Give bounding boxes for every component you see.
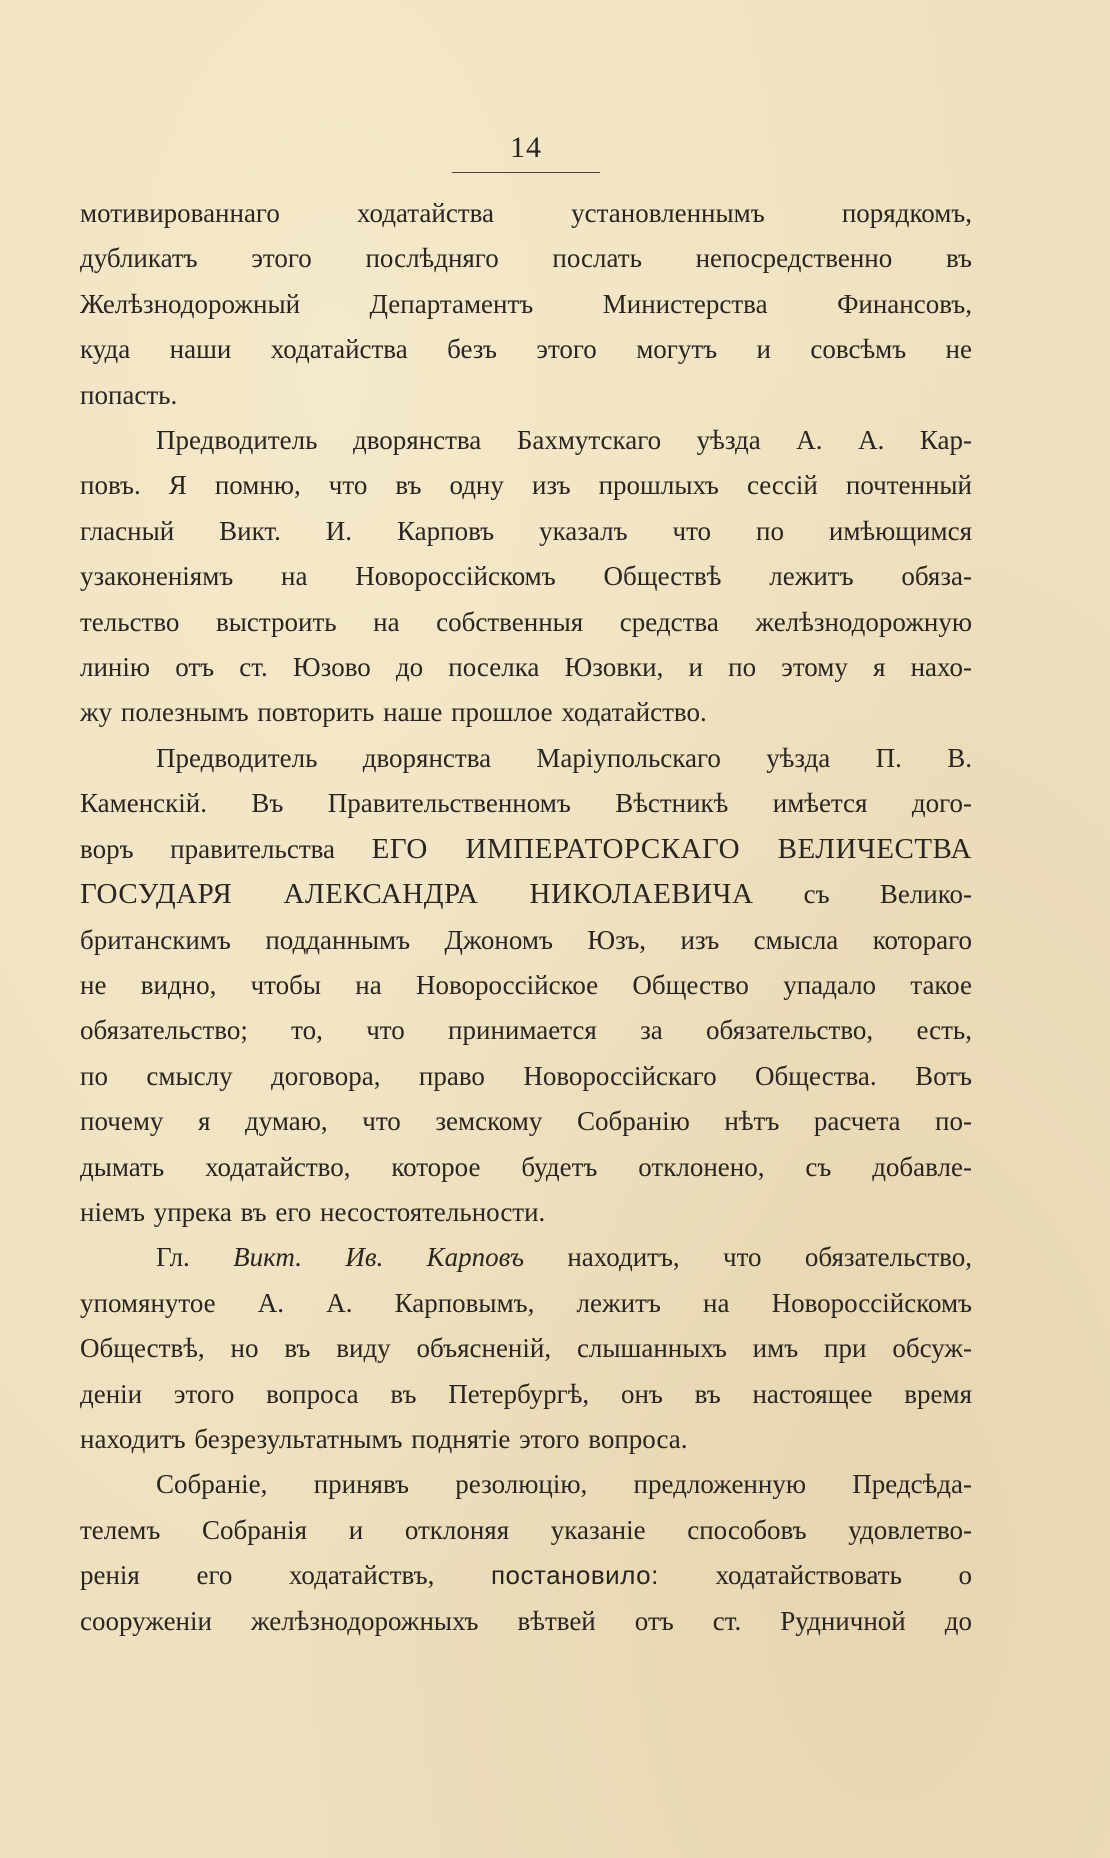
text-line: жу полезнымъ повторить наше прошлое ходатайство. [80,697,707,728]
text-fragment: Гл. [156,1242,234,1273]
text-fragment: съ Велико- [753,879,972,910]
text-line: дымать ходатайство, которое будетъ отклонено, съ добавле- [80,1151,972,1182]
text-line: повъ. Я помню, что въ одну изъ прошлыхъ сессій почтенный [80,470,972,501]
paragraph-4 [80,1235,972,1462]
body-text [80,191,972,1644]
speaker-name-italic: Викт. Ив. Карповъ [233,1242,524,1273]
paragraph-3 [80,736,972,1235]
paragraph-2 [80,418,972,736]
text-line: почему я думаю, что земскому Собранію нѣтъ расчета по- [80,1106,972,1137]
text-line: Предводитель дворянства Бахмутскаго уѣзда А. А. Кар- [156,425,972,456]
text-fragment: ходатайствовать о [658,1560,973,1591]
text-line: телемъ Собранія и отклоняя указаніе способовъ удовлетво- [80,1514,972,1545]
text-line: попасть. [80,379,178,410]
document-page [80,130,972,1644]
text-line: Каменскій. Въ Правительственномъ Вѣстникѣ имѣется дого- [80,788,972,819]
text-line: по смыслу договора, право Новороссійскаго Общества. Вотъ [80,1060,972,1091]
imperial-name-caps: ГОСУДАРЯ АЛЕКСАНДРА НИКОЛАЕВИЧА [80,878,754,911]
page-number-rule [452,172,600,173]
text-line-with-caps [80,827,972,872]
text-line: куда наши ходатайства безъ этого могутъ и совсѣмъ не [80,334,972,365]
decision-keyword: постановило: [490,1560,659,1591]
text-line: мотивированнаго ходатайства установленнымъ порядкомъ, [80,198,972,228]
text-line: деніи этого вопроса въ Петербургѣ, онъ въ настоящее время [80,1378,972,1409]
text-line: не видно, чтобы на Новороссійское Общество упадало такое [80,969,972,1000]
paragraph-5 [80,1462,972,1644]
text-line: узаконеніямъ на Новороссійскомъ Обществѣ лежитъ обяза- [80,561,972,592]
text-fragment: ренія его ходатайствъ, [80,1560,491,1591]
text-line: Желѣзнодорожный Департаментъ Министерства Финансовъ, [80,288,972,319]
text-fragment: находитъ, что обязательство, [523,1242,972,1273]
text-line: Предводитель дворянства Маріупольскаго уѣзда П. В. [156,742,972,773]
text-fragment: воръ правительства [80,833,372,864]
text-line: британскимъ подданнымъ Джономъ Юзъ, изъ смысла котораго [80,924,972,955]
text-line-with-caps [80,872,972,917]
text-line: ніемъ упрека въ его несостоятельности. [80,1196,546,1227]
text-line: Собраніе, принявъ резолюцію, предложенную Предсѣда- [156,1469,972,1500]
text-line: упомянутое А. А. Карповымъ, лежитъ на Новороссійскомъ [80,1287,972,1318]
paragraph-1 [80,191,972,418]
text-line: тельство выстроить на собственныя средства желѣзнодорожную [80,606,972,637]
text-line-with-speaker [80,1235,972,1280]
page-number: 14 [510,131,542,164]
text-line: находитъ безрезультатнымъ поднятіе этого вопроса. [80,1423,688,1454]
text-line: сооруженіи желѣзнодорожныхъ вѣтвей отъ ст. Рудничной до [80,1605,972,1636]
text-line: Обществѣ, но въ виду объясненій, слышанныхъ имъ при обсуж- [80,1333,972,1364]
text-line: гласный Викт. И. Карповъ указалъ что по имѣющимся [80,515,972,546]
text-line-with-decision [80,1553,972,1598]
text-line: линію отъ ст. Юзово до поселка Юзовки, и по этому я нахо- [80,652,972,683]
imperial-title-caps: ЕГО ИМПЕРАТОРСКАГО ВЕЛИЧЕСТВА [371,832,972,865]
text-line: дубликатъ этого послѣдняго послать непосредственно въ [80,243,972,274]
text-line: обязательство; то, что принимается за обязательство, есть, [80,1015,972,1046]
